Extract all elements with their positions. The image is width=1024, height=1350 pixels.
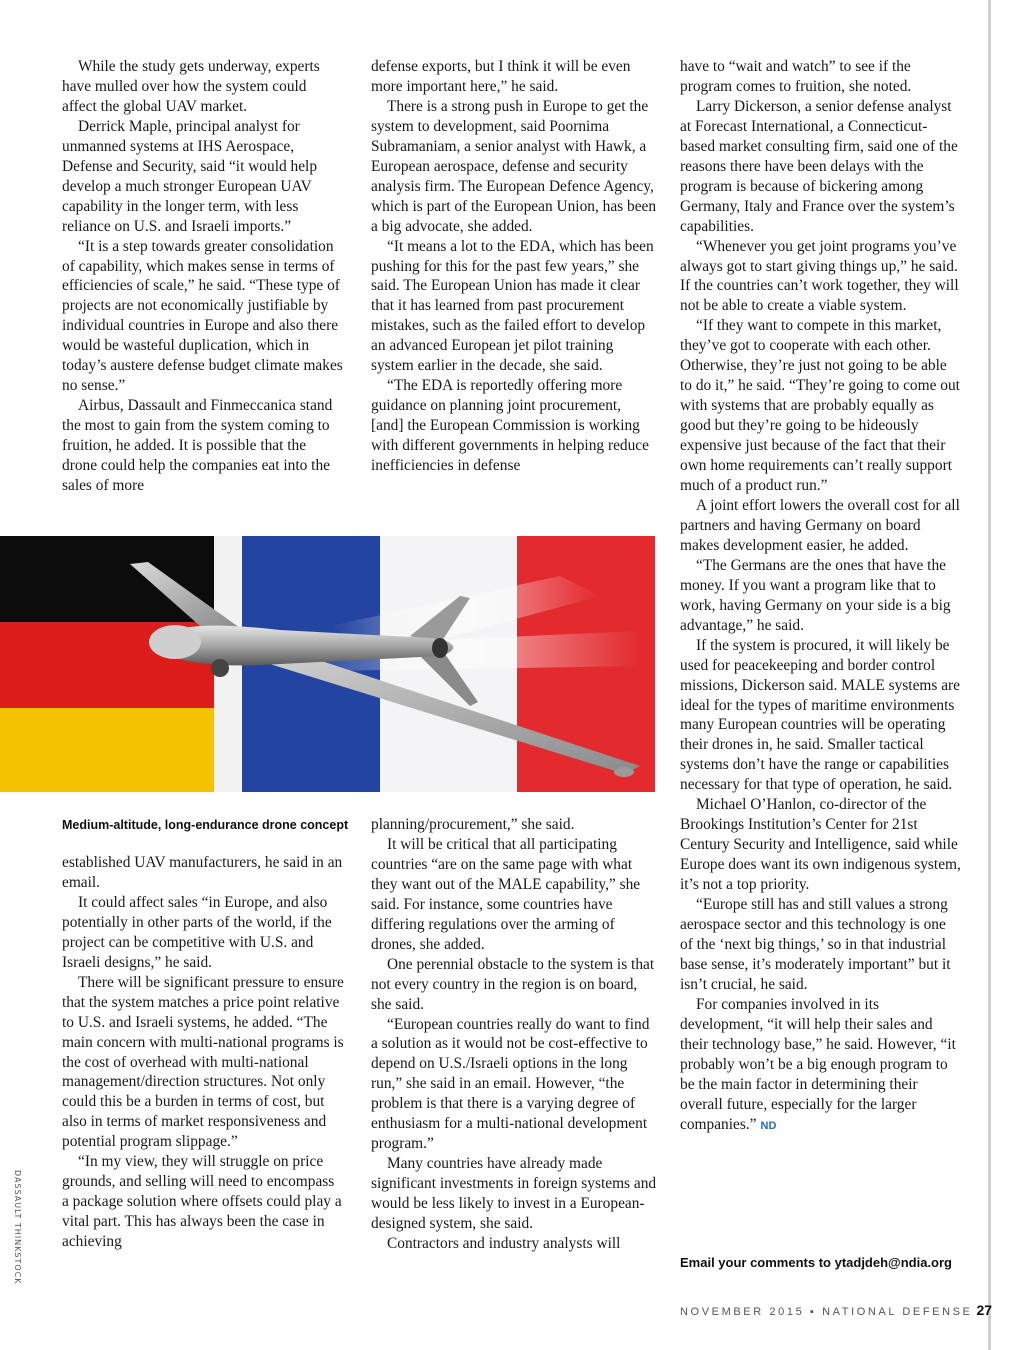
page-edge-rule: [988, 0, 991, 1350]
article-column-1-bottom: [62, 853, 344, 1252]
paragraph: [680, 995, 962, 1137]
drone-flags-photo: [0, 536, 655, 792]
paragraph: There will be significant pressure to ensure that the system matches a price point relative to U.S. and Israeli systems, he added. “The main concern with multi-national programs is the cost of overhead with multi-national management/direction structures. Not only could this be a burden in terms of cost, but also in terms of market responsiveness and potential program slippage.”: [62, 973, 344, 1151]
paragraph: Contractors and industry analysts will: [387, 1235, 621, 1253]
paragraph: Derrick Maple, principal analyst for unmanned systems at IHS Aerospace, Defense and Security, said “it would help develop a much stronger European UAV capability in the longer term, with less reliance on U.S. and Israeli imports.”: [62, 117, 318, 235]
paragraph: Larry Dickerson, a senior defense analyst at Forecast International, a Connecticut-based market consulting firm, said one of the reasons there have been delays with the program is because of bickering among Germany, Italy and France over the system’s capabilities.: [680, 97, 958, 235]
paragraph: Many countries have already made significant investments in foreign systems and would be less likely to invest in a European-designed system, she said.: [371, 1155, 657, 1233]
paragraph: One perennial obstacle to the system is that not every country in the region is on board, she said.: [371, 955, 655, 1013]
photo-credit: DASSAULT THINKSTOCK: [13, 1170, 22, 1285]
paragraph: “Whenever you get joint programs you’ve always got to start giving things up,” he said. If the countries can’t work together, they will not be able to create a viable system.: [680, 237, 959, 315]
article-column-2-bottom: [371, 815, 657, 1254]
paragraph: “The Germans are the ones that have the money. If you want a program like that to work, having Germany on your side is a big advantage,” he said.: [680, 556, 951, 634]
paragraph: If the system is procured, it will likely be used for peacekeeping and border control missions, Dickerson said. MALE systems are ideal for the types of maritime environments many European countries will be operating their drones in, he said. Smaller tactical systems don’t have the range or capabilities necessary for that type of operation, he said.: [680, 636, 960, 794]
paragraph: “European countries really do want to find a solution as it would not be cost-effective to depend on U.S./Israeli options in the long run,” she said in an email. However, “the problem is that there is a varying degree of enthusiasm for a multi-national development program.”: [371, 1015, 650, 1153]
article-column-2-top: [371, 57, 657, 476]
article-column-1-top: [62, 57, 344, 496]
paragraph: It could affect sales “in Europe, and also potentially in other parts of the world, if the project can be competitive with U.S. and Israeli designs,” he said.: [62, 893, 332, 971]
paragraph: have to “wait and watch” to see if the program comes to fruition, she noted.: [680, 58, 912, 95]
paragraph: A joint effort lowers the overall cost for all partners and having Germany on board makes development easier, he added.: [680, 496, 960, 554]
article-column-3: [680, 57, 962, 1136]
final-paragraph-text: For companies involved in its development, “it will help their sales and their technology base,” he said. However, “it probably won’t be a big enough program to be the main factor in determining their overall future, especially for the larger companies.”: [680, 995, 956, 1133]
page-number: 27: [976, 1302, 993, 1318]
paragraph: planning/procurement,” she said.: [371, 816, 575, 833]
paragraph: While the study gets underway, experts have mulled over how the system could affect the global UAV market.: [62, 58, 320, 115]
paragraph: “Europe still has and still values a strong aerospace sector and this technology is one of the ‘next big things,’ so in that industrial base sense, it’s moderately important” but it isn’t crucial, he said.: [680, 896, 951, 993]
comments-email-line: Email your comments to ytadjdeh@ndia.org: [680, 1255, 952, 1270]
page-footer: [680, 1302, 993, 1318]
paragraph: established UAV manufacturers, he said in an email.: [62, 854, 343, 891]
end-mark: ND: [760, 1119, 777, 1132]
paragraph: Airbus, Dassault and Finmeccanica stand the most to gain from the system coming to fruition, he added. It is possible that the drone could help the companies eat into the sales of more: [62, 397, 333, 495]
paragraph: It will be critical that all participating countries “are on the same page with what they want out of the MALE capability,” she said. For instance, some countries have differing regulations over the arming of drones, she added.: [371, 835, 641, 953]
paragraph: defense exports, but I think it will be even more important here,” he said.: [371, 58, 631, 95]
paragraph: “If they want to compete in this market, they’ve got to cooperate with each other. Otherwise, they’re just not going to be able to do it,” he said. “They’re going to come out with systems that are probably equally as good but they’re going to be hideously expensive just because of the fact that their own home requirements can’t really support much of a product run.”: [680, 317, 960, 495]
paragraph: “It is a step towards greater consolidation of capability, which makes sense in terms of efficiencies of scale,” he said. “These type of projects are not economically justifiable by individual countries in Europe and also there would be wasteful duplication, which in today’s austere defense budget climate makes no sense.”: [62, 237, 343, 395]
paragraph: Michael O’Hanlon, co-director of the Brookings Institution’s Center for 21st Century Security and Intelligence, said while Europe does want its own indigenous system, it’s not a top priority.: [680, 796, 961, 894]
footer-issue: NOVEMBER 2015 ▪ NATIONAL DEFENSE: [680, 1306, 973, 1318]
photo-caption: Medium-altitude, long-endurance drone concept: [62, 818, 349, 832]
paragraph: “It means a lot to the EDA, which has been pushing for this for the past few years,” she said. The European Union has made it clear that it has learned from past procurement mistakes, such as the failed effort to develop an advanced European jet pilot training system earlier in the decade, she said.: [371, 237, 654, 375]
paragraph: There is a strong push in Europe to get the system to development, said Poornima Subramaniam, a senior analyst with Hawk, a European aerospace, defense and security analysis firm. The European Defence Agency, which is part of the European Union, has been a big advocate, she added.: [371, 97, 657, 235]
drone-illustration: [0, 536, 655, 792]
paragraph: “In my view, they will struggle on price grounds, and selling will need to encompass a package solution where offsets could play a vital part. This has always been the case in achieving: [62, 1153, 342, 1251]
paragraph: “The EDA is reportedly offering more guidance on planning joint procurement, [and] the European Commission is working with different governments in helping reduce inefficiencies in defense: [371, 377, 649, 475]
